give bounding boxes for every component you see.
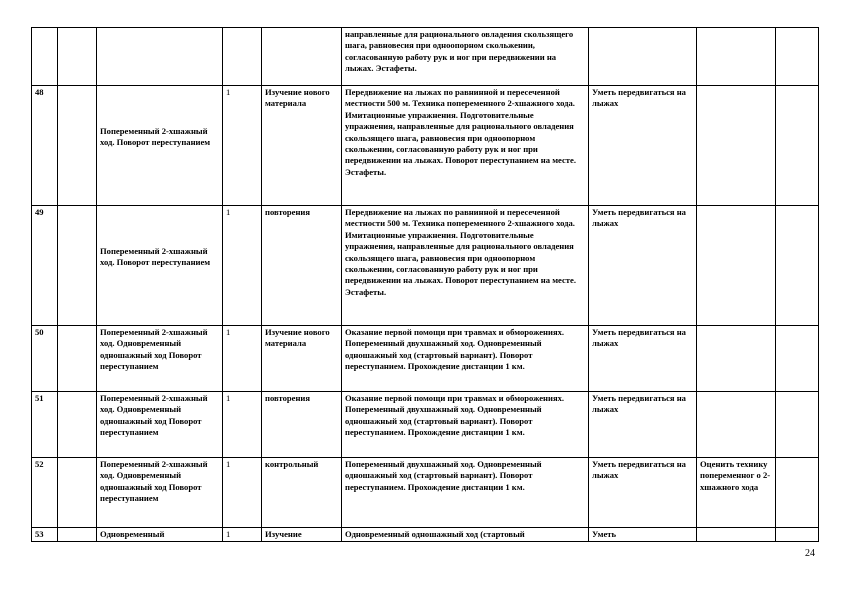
- lesson-hours: [223, 28, 262, 86]
- lesson-type: Изучение нового материала: [262, 326, 342, 392]
- lesson-hours: 1: [223, 206, 262, 326]
- notes-cell: [776, 326, 819, 392]
- date-cell: [58, 326, 97, 392]
- date-cell: [58, 28, 97, 86]
- lesson-skills: Уметь передвигаться на лыжах: [589, 206, 697, 326]
- lesson-hours: 1: [223, 86, 262, 206]
- lesson-content: Одновременный одношажный ход (стартовый: [342, 528, 589, 542]
- lesson-type: повторения: [262, 392, 342, 458]
- lesson-content: Передвижение на лыжах по равнинной и пересеченной местности 500 м. Техника попеременного 2-хшажного хода. Имитационные упражнения. Подготовительные упражнения, направленные для рационального овладения скользящего шага, равновесия при одноопорном скольжении, согласованную работу рук и ног при передвижении на лыжах. Поворот переступанием на месте. Эстафеты.: [342, 206, 589, 326]
- notes-cell: [776, 458, 819, 528]
- lesson-number: 48: [32, 86, 58, 206]
- date-cell: [58, 206, 97, 326]
- table-row: [32, 86, 819, 206]
- lesson-control: [697, 528, 776, 542]
- table-row: [32, 528, 819, 542]
- table-row: [32, 458, 819, 528]
- lesson-control: [697, 206, 776, 326]
- lesson-skills: Уметь передвигаться на лыжах: [589, 86, 697, 206]
- lesson-hours: 1: [223, 392, 262, 458]
- lesson-type: Изучение: [262, 528, 342, 542]
- table-row: [32, 392, 819, 458]
- date-cell: [58, 458, 97, 528]
- lesson-content: Оказание первой помощи при травмах и обморожениях. Попеременный двухшажный ход. Одновременный одношажный ход (стартовый вариант). Поворот переступанием. Прохождение дистанции 1 км.: [342, 392, 589, 458]
- lesson-content: Попеременный двухшажный ход. Одновременный одношажный ход (стартовый вариант). Поворот переступанием. Прохождение дистанции 1 км.: [342, 458, 589, 528]
- date-cell: [58, 392, 97, 458]
- lesson-hours: 1: [223, 528, 262, 542]
- notes-cell: [776, 86, 819, 206]
- lesson-number: 50: [32, 326, 58, 392]
- lesson-control: [697, 392, 776, 458]
- lesson-skills: [589, 28, 697, 86]
- lesson-control: Оценить технику попеременног о 2-хшажного хода: [697, 458, 776, 528]
- lesson-control: [697, 28, 776, 86]
- table-row: [32, 206, 819, 326]
- lesson-content: Оказание первой помощи при травмах и обморожениях. Попеременный двухшажный ход. Одновременный одношажный ход (стартовый вариант). Поворот переступанием. Прохождение дистанции 1 км.: [342, 326, 589, 392]
- lesson-content: направленные для рационального овладения скользящего шага, равновесия при одноопорном скольжении, согласованную работу рук и ног при передвижении на лыжах. Эстафеты.: [342, 28, 589, 86]
- lesson-skills: Уметь передвигаться на лыжах: [589, 458, 697, 528]
- lesson-plan-table: [31, 27, 819, 542]
- lesson-skills: Уметь передвигаться на лыжах: [589, 392, 697, 458]
- lesson-hours: 1: [223, 326, 262, 392]
- lesson-type: повторения: [262, 206, 342, 326]
- page-number: 24: [805, 548, 815, 559]
- table-row: [32, 326, 819, 392]
- table-row: [32, 28, 819, 86]
- lesson-topic: Попеременный 2-хшажный ход. Поворот переступанием: [97, 206, 223, 326]
- lesson-content: Передвижение на лыжах по равнинной и пересеченной местности 500 м. Техника попеременного 2-хшажного хода. Имитационные упражнения. Подготовительные упражнения, направленные для рационального овладения скользящего шага, равновесия при одноопорном скольжении, согласованную работу рук и ног при передвижении на лыжах. Поворот переступанием на месте. Эстафеты.: [342, 86, 589, 206]
- lesson-topic: [97, 28, 223, 86]
- lesson-topic: Попеременный 2-хшажный ход. Поворот переступанием: [97, 86, 223, 206]
- date-cell: [58, 86, 97, 206]
- lesson-control: [697, 86, 776, 206]
- lesson-number: [32, 28, 58, 86]
- notes-cell: [776, 206, 819, 326]
- lesson-type: Изучение нового материала: [262, 86, 342, 206]
- notes-cell: [776, 528, 819, 542]
- lesson-number: 51: [32, 392, 58, 458]
- lesson-skills: Уметь: [589, 528, 697, 542]
- lesson-type: [262, 28, 342, 86]
- lesson-control: [697, 326, 776, 392]
- lesson-hours: 1: [223, 458, 262, 528]
- lesson-number: 53: [32, 528, 58, 542]
- lesson-topic: Одновременный: [97, 528, 223, 542]
- lesson-topic: Попеременный 2-хшажный ход. Одновременный одношажный ход Поворот переступанием: [97, 458, 223, 528]
- lesson-topic: Попеременный 2-хшажный ход. Одновременный одношажный ход Поворот переступанием: [97, 326, 223, 392]
- notes-cell: [776, 28, 819, 86]
- lesson-number: 49: [32, 206, 58, 326]
- lesson-topic: Попеременный 2-хшажный ход. Одновременный одношажный ход Поворот переступанием: [97, 392, 223, 458]
- notes-cell: [776, 392, 819, 458]
- lesson-type: контрольный: [262, 458, 342, 528]
- lesson-number: 52: [32, 458, 58, 528]
- date-cell: [58, 528, 97, 542]
- lesson-skills: Уметь передвигаться на лыжах: [589, 326, 697, 392]
